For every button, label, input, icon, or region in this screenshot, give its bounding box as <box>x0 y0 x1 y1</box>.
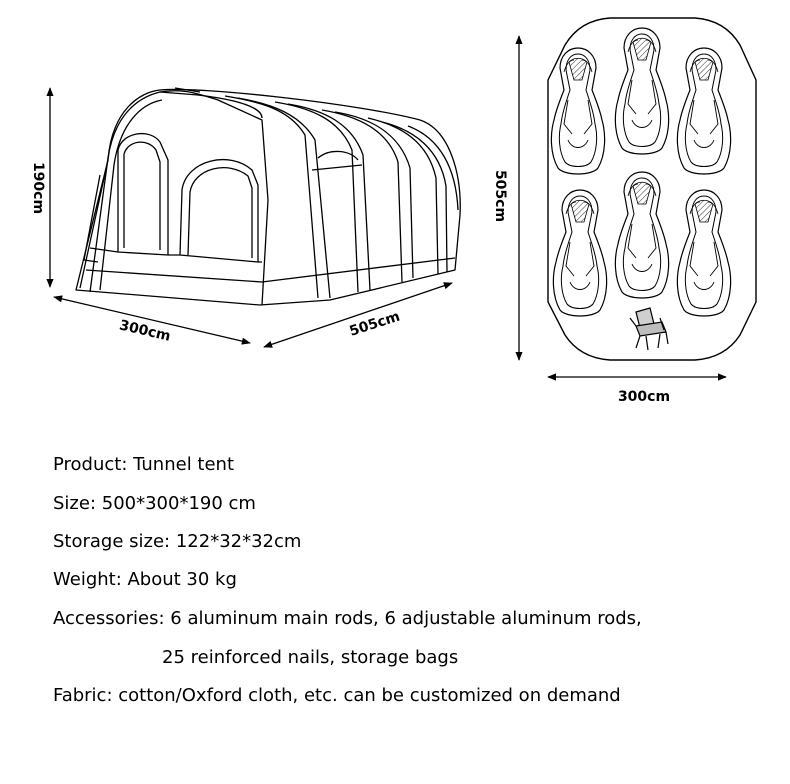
sleeping-bag <box>615 172 668 298</box>
spec-size: Size: 500*300*190 cm <box>53 493 256 514</box>
spec-accessories: Accessories: 6 aluminum main rods, 6 adjustable aluminum rods, <box>53 608 642 629</box>
width-label: 300cm <box>117 317 173 345</box>
spec-product: Product: Tunnel tent <box>53 454 235 475</box>
sleeping-bag <box>615 28 668 154</box>
spec-accessories-continued: 25 reinforced nails, storage bags <box>162 647 459 668</box>
length-dimension <box>264 283 452 347</box>
width-dimension <box>54 297 250 345</box>
length-label: 505cm <box>347 308 403 340</box>
height-dimension <box>30 88 50 287</box>
spec-weight: Weight: About 30 kg <box>53 569 237 590</box>
plan-length-dimension <box>492 36 519 360</box>
spec-fabric: Fabric: cotton/Oxford cloth, etc. can be customized on demand <box>53 685 621 706</box>
plan-width-label: 300cm <box>617 389 671 405</box>
sleeping-bag <box>553 190 606 316</box>
sleeping-bag <box>551 48 604 174</box>
height-label: 190cm <box>30 161 46 215</box>
chair <box>630 308 668 350</box>
sleeping-bag <box>677 48 730 174</box>
spec-storage: Storage size: 122*32*32cm <box>53 531 302 552</box>
plan-width-dimension <box>548 377 726 405</box>
sleeping-bag <box>677 190 730 316</box>
sleeping-bags <box>551 28 730 316</box>
plan-length-label: 505cm <box>492 169 508 223</box>
tent-side-view <box>76 88 460 305</box>
